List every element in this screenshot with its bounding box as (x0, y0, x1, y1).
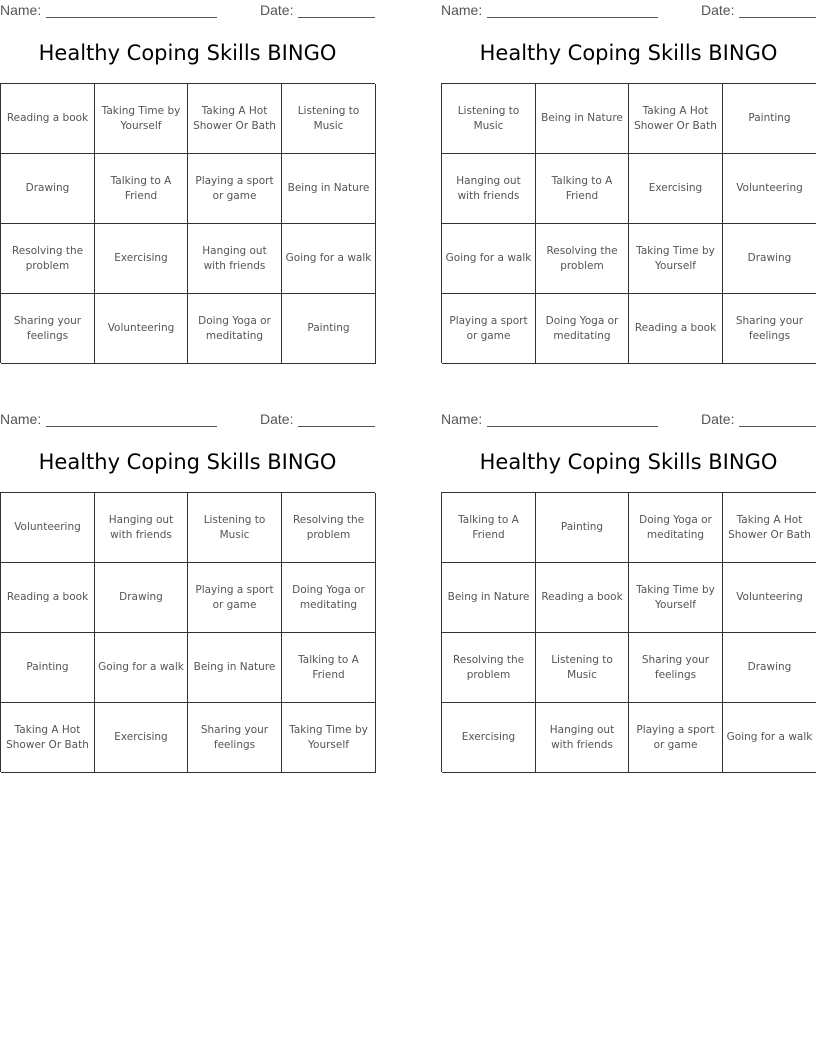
name-blank[interactable] (487, 17, 658, 18)
bingo-cell[interactable]: Being in Nature (442, 563, 536, 633)
bingo-cell[interactable]: Taking Time by Yourself (629, 224, 723, 294)
bingo-cell[interactable]: Taking Time by Yourself (629, 563, 723, 633)
bingo-cell[interactable]: Drawing (1, 154, 95, 224)
bingo-cell[interactable]: Hanging out with friends (95, 493, 188, 563)
bingo-cell[interactable]: Hanging out with friends (188, 224, 282, 294)
bingo-cell[interactable]: Talking to A Friend (282, 633, 376, 703)
date-blank[interactable] (298, 426, 375, 427)
bingo-cell[interactable]: Taking Time by Yourself (95, 84, 188, 154)
name-date-row (0, 411, 375, 429)
bingo-cell[interactable]: Painting (282, 294, 376, 364)
bingo-cell[interactable]: Resolving the problem (442, 633, 536, 703)
bingo-cell[interactable]: Playing a sport or game (442, 294, 536, 364)
bingo-cell[interactable]: Doing Yoga or meditating (282, 563, 376, 633)
bingo-cell[interactable]: Taking A Hot Shower Or Bath (1, 703, 95, 773)
bingo-cell[interactable]: Going for a walk (95, 633, 188, 703)
bingo-cell[interactable]: Reading a book (1, 84, 95, 154)
bingo-cell[interactable]: Going for a walk (282, 224, 376, 294)
bingo-cell[interactable]: Going for a walk (723, 703, 816, 773)
name-label: Name: (0, 411, 42, 427)
bingo-cell[interactable]: Exercising (442, 703, 536, 773)
bingo-cell[interactable]: Drawing (95, 563, 188, 633)
bingo-cell[interactable]: Sharing your feelings (629, 633, 723, 703)
name-label: Name: (441, 2, 483, 18)
date-blank[interactable] (739, 426, 816, 427)
bingo-cell[interactable]: Exercising (629, 154, 723, 224)
bingo-cell[interactable]: Resolving the problem (1, 224, 95, 294)
bingo-cell[interactable]: Taking Time by Yourself (282, 703, 376, 773)
bingo-cell[interactable]: Painting (723, 84, 816, 154)
bingo-grid (441, 492, 816, 772)
date-label: Date: (701, 411, 735, 427)
bingo-cell[interactable]: Listening to Music (536, 633, 629, 703)
bingo-cell[interactable]: Being in Nature (188, 633, 282, 703)
name-label: Name: (0, 2, 42, 18)
bingo-cell[interactable]: Talking to A Friend (95, 154, 188, 224)
bingo-cell[interactable]: Taking A Hot Shower Or Bath (723, 493, 816, 563)
card-title: Healthy Coping Skills BINGO (38, 450, 337, 474)
card-title: Healthy Coping Skills BINGO (38, 41, 337, 65)
bingo-cell[interactable]: Listening to Music (442, 84, 536, 154)
bingo-grid (0, 83, 375, 363)
bingo-cell[interactable]: Taking A Hot Shower Or Bath (188, 84, 282, 154)
bingo-cell[interactable]: Drawing (723, 633, 816, 703)
bingo-cell[interactable]: Exercising (95, 224, 188, 294)
date-label: Date: (701, 2, 735, 18)
bingo-cell[interactable]: Reading a book (629, 294, 723, 364)
date-blank[interactable] (739, 17, 816, 18)
date-label: Date: (260, 411, 294, 427)
bingo-cell[interactable]: Sharing your feelings (1, 294, 95, 364)
bingo-cell[interactable]: Playing a sport or game (629, 703, 723, 773)
name-date-row (0, 2, 375, 20)
bingo-cell[interactable]: Painting (1, 633, 95, 703)
bingo-cell[interactable]: Hanging out with friends (536, 703, 629, 773)
date-label: Date: (260, 2, 294, 18)
bingo-cell[interactable]: Talking to A Friend (536, 154, 629, 224)
bingo-cell[interactable]: Listening to Music (282, 84, 376, 154)
name-label: Name: (441, 411, 483, 427)
bingo-cell[interactable]: Painting (536, 493, 629, 563)
bingo-cell[interactable]: Going for a walk (442, 224, 536, 294)
bingo-cell[interactable]: Volunteering (1, 493, 95, 563)
card-title: Healthy Coping Skills BINGO (479, 450, 778, 474)
name-blank[interactable] (487, 426, 658, 427)
bingo-cell[interactable]: Doing Yoga or meditating (536, 294, 629, 364)
bingo-cell[interactable]: Sharing your feelings (723, 294, 816, 364)
card-title: Healthy Coping Skills BINGO (479, 41, 778, 65)
name-date-row (441, 411, 816, 429)
bingo-cell[interactable]: Sharing your feelings (188, 703, 282, 773)
bingo-grid (0, 492, 375, 772)
bingo-cell[interactable]: Exercising (95, 703, 188, 773)
bingo-cell[interactable]: Taking A Hot Shower Or Bath (629, 84, 723, 154)
bingo-cell[interactable]: Reading a book (536, 563, 629, 633)
bingo-grid (441, 83, 816, 363)
name-date-row (441, 2, 816, 20)
bingo-cell[interactable]: Being in Nature (282, 154, 376, 224)
bingo-cell[interactable]: Hanging out with friends (442, 154, 536, 224)
bingo-cell[interactable]: Listening to Music (188, 493, 282, 563)
date-blank[interactable] (298, 17, 375, 18)
bingo-cell[interactable]: Doing Yoga or meditating (188, 294, 282, 364)
bingo-cell[interactable]: Doing Yoga or meditating (629, 493, 723, 563)
bingo-cell[interactable]: Volunteering (723, 563, 816, 633)
bingo-cell[interactable]: Being in Nature (536, 84, 629, 154)
bingo-cell[interactable]: Volunteering (723, 154, 816, 224)
bingo-cell[interactable]: Reading a book (1, 563, 95, 633)
bingo-cell[interactable]: Resolving the problem (282, 493, 376, 563)
bingo-cell[interactable]: Talking to A Friend (442, 493, 536, 563)
bingo-cell[interactable]: Volunteering (95, 294, 188, 364)
name-blank[interactable] (46, 426, 217, 427)
bingo-cell[interactable]: Resolving the problem (536, 224, 629, 294)
name-blank[interactable] (46, 17, 217, 18)
bingo-cell[interactable]: Drawing (723, 224, 816, 294)
bingo-cell[interactable]: Playing a sport or game (188, 154, 282, 224)
bingo-cell[interactable]: Playing a sport or game (188, 563, 282, 633)
